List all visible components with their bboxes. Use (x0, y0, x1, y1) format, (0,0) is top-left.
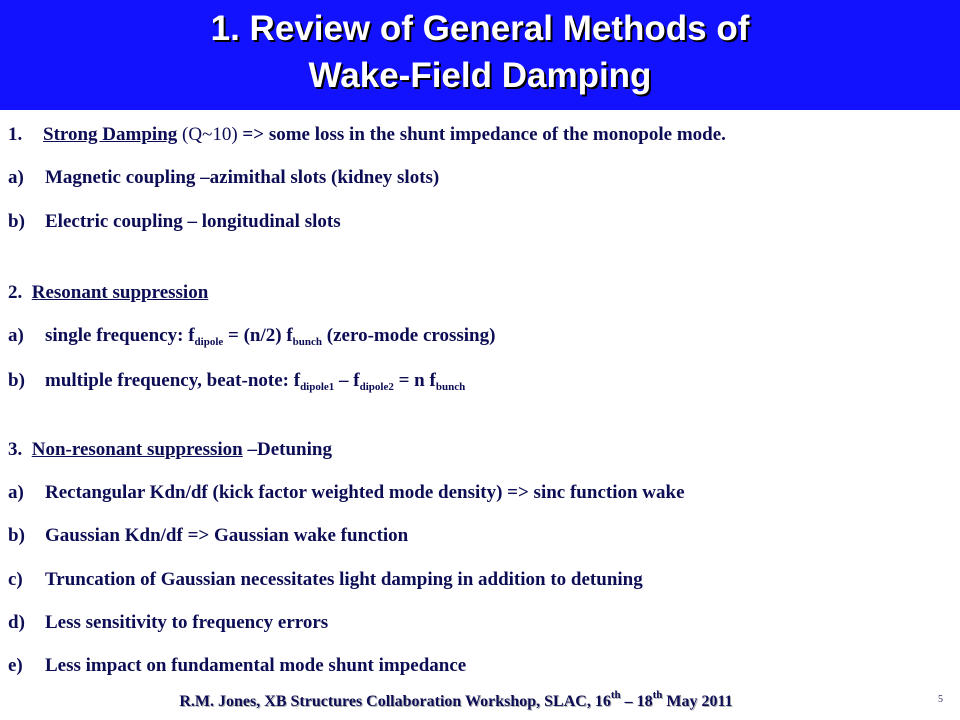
section-1-item-a (8, 167, 439, 189)
item-text: Gaussian Kdn/df => Gaussian wake function (45, 525, 409, 546)
superscript: th (610, 689, 621, 701)
item-label: a) (8, 167, 24, 188)
slide-title-line-2: Wake-Field Damping (308, 56, 652, 95)
item-label: d) (8, 612, 25, 633)
section-3-heading (8, 439, 332, 461)
title-bar (0, 0, 960, 110)
item-label: b) (8, 211, 25, 232)
item-label: e) (8, 655, 23, 676)
item-text: (zero-mode crossing) (322, 325, 496, 346)
subscript: bunch (435, 381, 466, 393)
footer-text: – 18 (620, 693, 653, 710)
section-2-item-b (8, 370, 465, 392)
slide-title-line-1: 1. Review of General Methods of (210, 9, 750, 48)
item-text: Rectangular Kdn/df (kick factor weighted mode density) => sinc function wake (45, 482, 685, 503)
item-text: Less sensitivity to frequency errors (45, 612, 329, 633)
footer-text: R.M. Jones, XB Structures Collaboration Workshop, SLAC, 16 (179, 693, 611, 710)
superscript: th (652, 689, 663, 701)
section-3-item-c (8, 569, 643, 591)
section-2-title: Resonant suppression (31, 282, 209, 303)
item-text: Electric coupling – longitudinal slots (45, 211, 341, 232)
section-1-title: Strong Damping (43, 124, 178, 145)
section-3-title: Non-resonant suppression (31, 439, 243, 460)
item-label: b) (8, 370, 25, 391)
section-3-item-a (8, 482, 685, 504)
item-label: a) (8, 482, 24, 503)
item-text: multiple frequency, beat-note: f (45, 370, 301, 391)
section-3-item-d (8, 612, 328, 634)
item-label: b) (8, 525, 25, 546)
section-3-subtitle: –Detuning (242, 439, 332, 460)
item-text: Less impact on fundamental mode shunt impedance (45, 655, 467, 676)
section-1-item-b (8, 211, 341, 233)
section-1-description: => some loss in the shunt impedance of the monopole mode. (242, 124, 726, 145)
item-text: Magnetic coupling –azimithal slots (kidney slots) (45, 167, 440, 188)
footer-credit (0, 689, 912, 711)
section-2-number: 2. (8, 282, 23, 303)
item-text: – f (334, 370, 360, 391)
subscript: dipole2 (359, 381, 394, 393)
subscript: dipole1 (300, 381, 335, 393)
subscript: bunch (292, 336, 323, 348)
section-1-number: 1. (8, 124, 23, 145)
slide-number: 5 (938, 694, 943, 705)
item-text: = (n/2) f (223, 325, 293, 346)
item-text: = n f (393, 370, 436, 391)
section-3-item-e (8, 655, 466, 677)
section-3-number: 3. (8, 439, 23, 460)
item-text: Truncation of Gaussian necessitates light damping in addition to detuning (45, 569, 643, 590)
item-text: single frequency: f (45, 325, 195, 346)
section-1-heading (8, 124, 726, 146)
section-3-item-b (8, 525, 408, 547)
section-2-item-a (8, 325, 495, 347)
item-label: c) (8, 569, 23, 590)
subscript: dipole (194, 336, 224, 348)
section-2-heading (8, 282, 208, 304)
item-label: a) (8, 325, 24, 346)
footer-text: May 2011 (662, 693, 733, 710)
section-1-q-value: (Q~10) (177, 124, 243, 145)
